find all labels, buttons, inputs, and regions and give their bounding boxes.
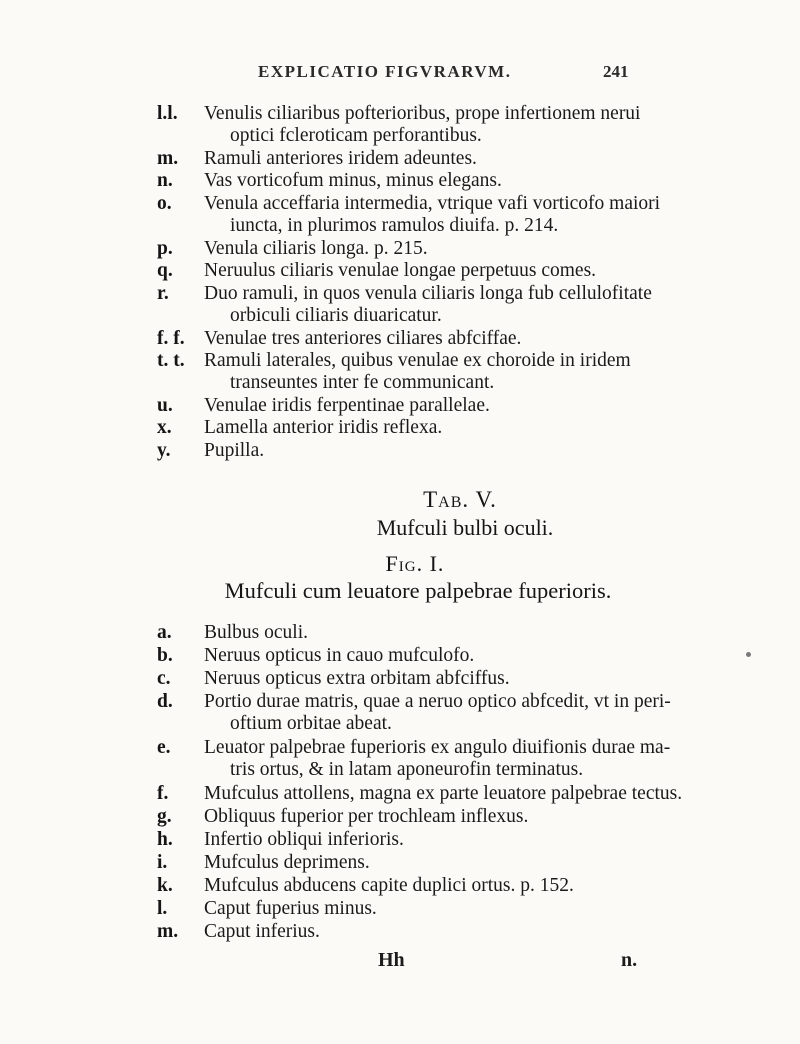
entry-key: i.: [157, 852, 168, 873]
entry-key: l.: [157, 898, 168, 919]
entry-line: Pupilla.: [204, 440, 265, 461]
entry-text: [204, 170, 624, 192]
entry-key: h.: [157, 829, 173, 850]
entry-line-continued: transeuntes inter fe communicant.: [230, 372, 495, 393]
entry-key: k.: [157, 875, 173, 896]
entry-key: y.: [157, 440, 171, 461]
entry-text: [204, 440, 624, 462]
entry-line: Mufculus attollens, magna ex parte leuatore palpebrae tectus.: [204, 783, 683, 804]
running-title: EXPLICATIO FIGVRARVM.: [258, 62, 512, 81]
entry-line: Venulis ciliaribus pofterioribus, prope infertionem nerui: [204, 103, 641, 124]
entry-text: [204, 350, 631, 394]
entry-key: m.: [157, 148, 179, 169]
entry-line: Duo ramuli, in quos venula ciliaris longa fub cellulofitate: [204, 283, 652, 304]
figure-heading: Fig. I.: [385, 551, 445, 576]
entry-text: [204, 691, 671, 735]
entry-key: e.: [157, 737, 171, 758]
entry-text: [204, 898, 624, 920]
entry-text: [204, 829, 624, 851]
entry-line: Infertio obliqui inferioris.: [204, 829, 404, 850]
entry-line-continued: optici fcleroticam perforantibus.: [230, 125, 482, 146]
entry-line: Mufculus abducens capite duplici ortus. p. 152.: [204, 875, 574, 896]
plate-heading: Tab. V.: [423, 487, 497, 512]
figure-subtitle: Mufculi cum leuatore palpebrae fuperioris.: [224, 578, 612, 603]
entry-line: Portio durae matris, quae a neruo optico abfcedit, vt in peri-: [204, 691, 671, 712]
entry-line: Venulae tres anteriores ciliares abfciffae.: [204, 328, 522, 349]
entry-line-continued: oftium orbitae abeat.: [230, 713, 392, 734]
entry-line: Caput inferius.: [204, 921, 320, 942]
entry-text: [204, 921, 624, 943]
entry-text: [204, 417, 624, 439]
entry-key: c.: [157, 668, 171, 689]
entry-line: Neruulus ciliaris venulae longae perpetuus comes.: [204, 260, 597, 281]
entry-key: u.: [157, 395, 173, 416]
entry-line: Ramuli laterales, quibus venulae ex choroide in iridem: [204, 350, 631, 371]
entry-key: q.: [157, 260, 173, 281]
entry-text: [204, 783, 683, 805]
ink-speck: [746, 652, 751, 657]
running-head: [0, 62, 800, 96]
entry-key: o.: [157, 193, 172, 214]
entry-text: [204, 875, 624, 897]
entry-line: Neruus opticus extra orbitam abfciffus.: [204, 668, 510, 689]
entry-line-continued: orbiculi ciliaris diuaricatur.: [230, 305, 442, 326]
entry-line: Vas vorticofum minus, minus elegans.: [204, 170, 502, 191]
entry-key: g.: [157, 806, 172, 827]
entry-line: Lamella anterior iridis reflexa.: [204, 417, 443, 438]
entry-line-continued: tris ortus, & in latam aponeurofin terminatus.: [230, 759, 584, 780]
entry-line: Leuator palpebrae fuperioris ex angulo diuifionis durae ma-: [204, 737, 671, 758]
entry-line: Obliquus fuperior per trochleam inflexus.: [204, 806, 529, 827]
entry-text: [204, 395, 624, 417]
entry-key: n.: [157, 170, 173, 191]
entry-key: r.: [157, 283, 169, 304]
entry-line: Ramuli anteriores iridem adeuntes.: [204, 148, 477, 169]
entry-line: Venula ciliaris longa. p. 215.: [204, 238, 428, 259]
entry-line: Neruus opticus in cauo mufculofo.: [204, 645, 475, 666]
entry-text: [204, 148, 624, 170]
entry-key: d.: [157, 691, 173, 712]
entry-key: b.: [157, 645, 173, 666]
entry-key: x.: [157, 417, 172, 438]
entry-line-continued: iuncta, in plurimos ramulos diuifa. p. 214.: [230, 215, 559, 236]
entry-line: Caput fuperius minus.: [204, 898, 377, 919]
entry-key: f. f.: [157, 328, 185, 349]
entry-line: Mufculus deprimens.: [204, 852, 370, 873]
entry-text: [204, 328, 624, 350]
catchword: n.: [621, 949, 638, 971]
entry-key: p.: [157, 238, 173, 259]
entry-text: [204, 737, 671, 781]
entry-line: Venula acceffaria intermedia, vtrique vafi vorticofo maiori: [204, 193, 661, 214]
entry-text: [204, 193, 661, 237]
entry-text: [204, 238, 624, 260]
entry-text: [204, 260, 624, 282]
entry-line: Venulae iridis ferpentinae parallelae.: [204, 395, 490, 416]
entry-key: l.l.: [157, 103, 178, 124]
page-footer: [0, 949, 800, 975]
entry-text: [204, 806, 624, 828]
entry-text: [204, 622, 624, 644]
page-number: 241: [603, 62, 629, 81]
entry-key: a.: [157, 622, 172, 643]
entry-text: [204, 283, 652, 327]
entry-text: [204, 103, 641, 147]
entry-text: [204, 852, 624, 874]
entry-key: m.: [157, 921, 179, 942]
entry-key: f.: [157, 783, 169, 804]
signature-mark: Hh: [378, 949, 405, 971]
entry-text: [204, 668, 624, 690]
plate-subtitle: Mufculi bulbi oculi.: [376, 515, 554, 540]
entry-text: [204, 645, 624, 667]
entry-line: Bulbus oculi.: [204, 622, 309, 643]
entry-key: t. t.: [157, 350, 185, 371]
